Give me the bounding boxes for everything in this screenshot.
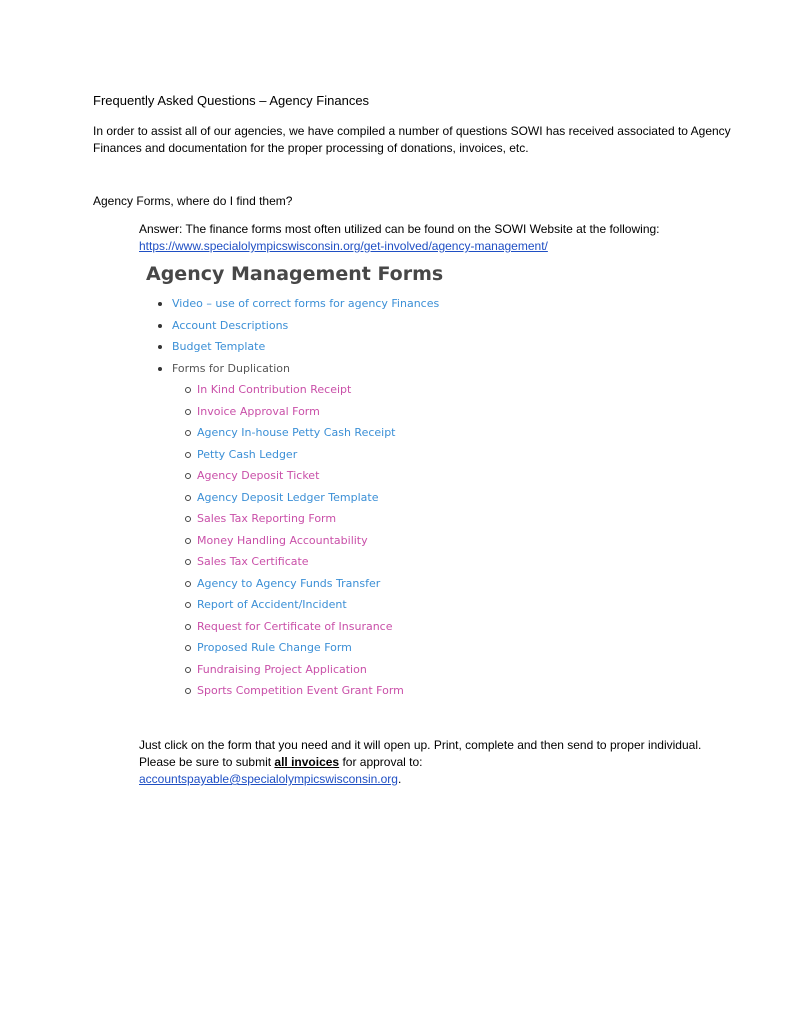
form-link[interactable]: Sales Tax Certificate [197,555,309,568]
answer-text: Answer: The finance forms most often utilized can be found on the SOWI Website at the following: [139,222,660,236]
video-forms-link[interactable]: Video – use of correct forms for agency Finances [172,297,440,310]
question-heading: Agency Forms, where do I find them? [93,194,293,208]
budget-template-link[interactable]: Budget Template [172,340,266,353]
list-item [172,594,566,616]
closing-text-after: for approval to: [339,755,423,769]
form-link[interactable]: Petty Cash Ledger [197,447,298,461]
circle-bullet-icon [185,688,191,694]
form-link[interactable]: In Kind Contribution Receipt [197,383,352,396]
bullet-icon [158,345,162,349]
circle-bullet-icon [185,645,191,651]
form-link[interactable]: Proposed Rule Change Form [197,641,352,654]
form-link[interactable]: Sports Competition Event Grant Form [197,684,404,697]
circle-bullet-icon [185,452,191,458]
circle-bullet-icon [185,602,191,608]
list-item [172,508,566,530]
invoices-emphasis: all invoices [274,755,340,769]
circle-bullet-icon [185,409,191,415]
list-item [146,358,566,702]
account-descriptions-link[interactable]: Account Descriptions [172,318,289,332]
list-item [172,573,566,595]
list-item [146,315,566,337]
duplication-forms-list [172,379,566,702]
bullet-icon [158,302,162,306]
list-item [172,551,566,573]
forms-for-duplication-label: Forms for Duplication [172,361,290,375]
list-item [172,659,566,681]
form-link[interactable]: Agency Deposit Ticket [197,469,320,482]
circle-bullet-icon [185,581,191,587]
form-link[interactable]: Money Handling Accountability [197,533,368,547]
bullet-icon [158,367,162,371]
form-link[interactable]: Invoice Approval Form [197,404,320,418]
form-link[interactable]: Request for Certificate of Insurance [197,619,393,633]
form-link[interactable]: Report of Accident/Incident [197,598,347,611]
circle-bullet-icon [185,387,191,393]
list-item [146,336,566,358]
form-link[interactable]: Agency In-house Petty Cash Receipt [197,426,396,439]
forms-list [146,293,566,702]
list-item [172,465,566,487]
circle-bullet-icon [185,667,191,673]
form-link[interactable]: Agency Deposit Ledger Template [197,490,379,504]
list-item [172,616,566,638]
accounts-payable-email-link[interactable]: accountspayable@specialolympicswisconsin.org [139,772,398,786]
circle-bullet-icon [185,624,191,630]
closing-period: . [397,772,402,786]
form-link[interactable]: Fundraising Project Application [197,662,367,676]
page-title: Frequently Asked Questions – Agency Finances [93,93,370,108]
agency-management-link[interactable]: https://www.specialolympicswisconsin.org/get-involved/agency-management/ [139,239,548,253]
form-link[interactable]: Sales Tax Reporting Form [197,512,337,525]
bullet-icon [158,324,162,328]
panel-heading: Agency Management Forms [146,263,444,285]
circle-bullet-icon [185,516,191,522]
answer-block [139,221,739,255]
list-item [172,680,566,702]
list-item [172,401,566,423]
circle-bullet-icon [185,473,191,479]
closing-paragraph [139,737,739,788]
agency-forms-panel [146,263,566,702]
circle-bullet-icon [185,538,191,544]
form-link[interactable]: Agency to Agency Funds Transfer [197,576,381,590]
circle-bullet-icon [185,495,191,501]
list-item [172,487,566,509]
intro-paragraph: In order to assist all of our agencies, we have compiled a number of questions SOWI has received associated to Agency Finances and documentation for the proper processing of donations, invoices, etc. [93,124,731,155]
circle-bullet-icon [185,559,191,565]
closing-text: Just click on the form that you need and it will open up. Print, complete and then send to proper individual. Please be sure to submit [139,738,702,769]
list-item [172,422,566,444]
list-item [172,379,566,401]
list-item [172,444,566,466]
list-item [146,293,566,315]
circle-bullet-icon [185,430,191,436]
list-item [172,530,566,552]
list-item [172,637,566,659]
